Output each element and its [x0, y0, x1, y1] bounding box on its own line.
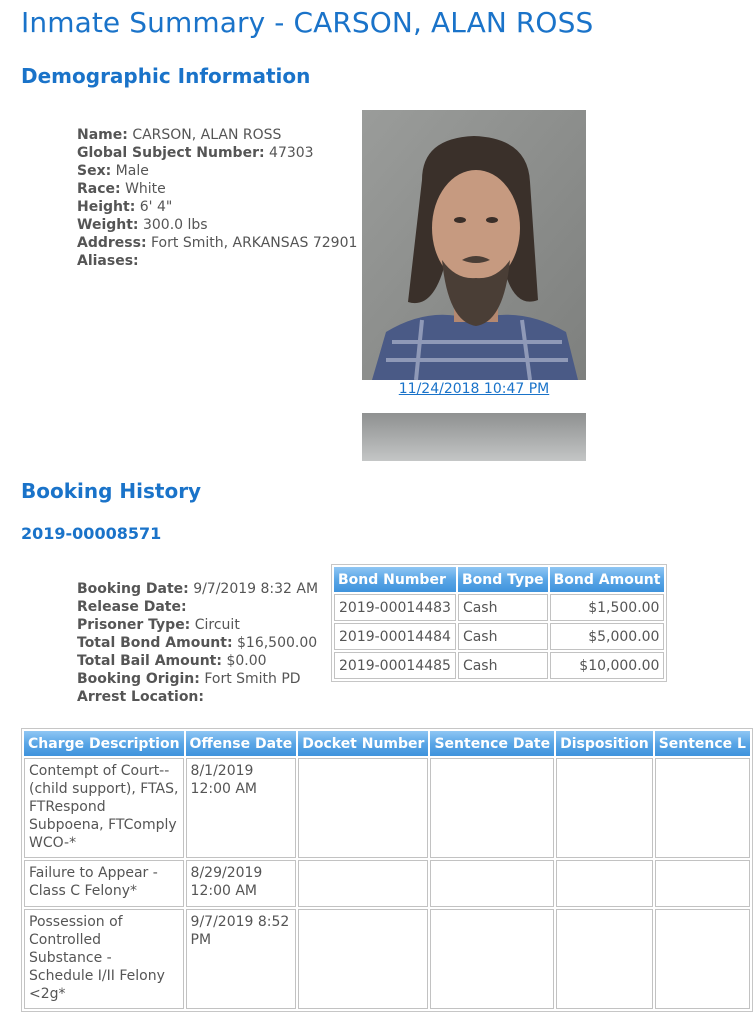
bond-row [334, 594, 664, 621]
docket-number-cell [298, 860, 428, 907]
offense-date-cell: 9/7/2019 8:52 PM [186, 909, 297, 1009]
booking-info [77, 580, 318, 706]
photo-date-link[interactable]: 11/24/2018 10:47 PM [398, 381, 550, 397]
booking-number: 2019-00008571 [21, 524, 162, 543]
bond-amount-cell: $5,000.00 [550, 623, 665, 650]
offense-date-header[interactable]: Offense Date [186, 731, 297, 756]
name-value: CARSON, ALAN ROSS [132, 127, 282, 143]
bond-type-cell: Cash [458, 594, 548, 621]
bond-row [334, 623, 664, 650]
race-value: White [125, 181, 166, 197]
bond-amount-header[interactable]: Bond Amount [550, 567, 665, 592]
sentence-length-cell [655, 909, 750, 1009]
total-bail-value: $0.00 [226, 653, 267, 669]
height-row: Height: 6' 4" [77, 199, 173, 215]
secondary-photo[interactable] [362, 413, 586, 461]
demographic-heading: Demographic Information [21, 64, 311, 88]
charge-description-cell: Failure to Appear - Class C Felony* [24, 860, 184, 907]
bond-type-cell: Cash [458, 623, 548, 650]
booking-history-heading: Booking History [21, 479, 202, 503]
charge-description-cell: Contempt of Court--(child support), FTAS, FTRespond Subpoena, FTComply WCO-* [24, 758, 184, 858]
page-title: Inmate Summary - CARSON, ALAN ROSS [21, 6, 594, 39]
disposition-cell [556, 758, 653, 858]
bonds-header-row [334, 567, 664, 592]
arrest-location-row: Arrest Location: [77, 689, 204, 705]
mugshot-image [362, 110, 586, 380]
charge-description-header[interactable]: Charge Description [24, 731, 184, 756]
address-value: Fort Smith, ARKANSAS 72901 [151, 235, 358, 251]
sentence-date-cell [430, 860, 554, 907]
charge-row [24, 909, 750, 1009]
bond-number-header[interactable]: Bond Number [334, 567, 456, 592]
booking-date-row: Booking Date: 9/7/2019 8:32 AM [77, 581, 319, 597]
bond-number-cell: 2019-00014483 [334, 594, 456, 621]
name-row: Name: CARSON, ALAN ROSS [77, 127, 282, 143]
aliases-row: Aliases: [77, 253, 139, 269]
bond-number-cell: 2019-00014485 [334, 652, 456, 679]
disposition-cell [556, 909, 653, 1009]
bonds-table [331, 564, 667, 682]
bond-number-cell: 2019-00014484 [334, 623, 456, 650]
bond-amount-cell: $10,000.00 [550, 652, 665, 679]
bond-row [334, 652, 664, 679]
sentence-date-cell [430, 909, 554, 1009]
docket-number-cell [298, 758, 428, 858]
bond-amount-cell: $1,500.00 [550, 594, 665, 621]
sentence-length-cell [655, 860, 750, 907]
race-row: Race: White [77, 181, 166, 197]
subject-number-value: 47303 [269, 145, 314, 161]
total-bond-row: Total Bond Amount: $16,500.00 [77, 635, 318, 651]
sex-row: Sex: Male [77, 163, 149, 179]
bond-type-cell: Cash [458, 652, 548, 679]
booking-date-value: 9/7/2019 8:32 AM [193, 581, 319, 597]
sentence-length-cell [655, 758, 750, 858]
total-bail-row: Total Bail Amount: $0.00 [77, 653, 267, 669]
demographic-info [77, 126, 357, 270]
release-date-row: Release Date: [77, 599, 187, 615]
prisoner-type-row: Prisoner Type: Circuit [77, 617, 240, 633]
charge-row [24, 758, 750, 858]
charges-table [21, 728, 753, 1012]
sex-value: Male [115, 163, 149, 179]
offense-date-cell: 8/29/2019 12:00 AM [186, 860, 297, 907]
disposition-header[interactable]: Disposition [556, 731, 653, 756]
booking-origin-value: Fort Smith PD [204, 671, 301, 687]
sentence-date-header[interactable]: Sentence Date [430, 731, 554, 756]
docket-number-header[interactable]: Docket Number [298, 731, 428, 756]
charges-header-row [24, 731, 750, 756]
booking-photo[interactable] [362, 110, 586, 380]
total-bond-value: $16,500.00 [237, 635, 318, 651]
weight-row: Weight: 300.0 lbs [77, 217, 208, 233]
docket-number-cell [298, 909, 428, 1009]
height-value: 6' 4" [139, 199, 173, 215]
booking-origin-row: Booking Origin: Fort Smith PD [77, 671, 301, 687]
prisoner-type-value: Circuit [194, 617, 240, 633]
address-row: Address: Fort Smith, ARKANSAS 72901 [77, 235, 358, 251]
sentence-date-cell [430, 758, 554, 858]
subject-number-row: Global Subject Number: 47303 [77, 145, 314, 161]
disposition-cell [556, 860, 653, 907]
offense-date-cell: 8/1/2019 12:00 AM [186, 758, 297, 858]
charge-description-cell: Possession of Controlled Substance - Schedule I/II Felony <2g* [24, 909, 184, 1009]
charge-row [24, 860, 750, 907]
sentence-length-header[interactable]: Sentence L [655, 731, 750, 756]
bond-type-header[interactable]: Bond Type [458, 567, 548, 592]
weight-value: 300.0 lbs [142, 217, 208, 233]
